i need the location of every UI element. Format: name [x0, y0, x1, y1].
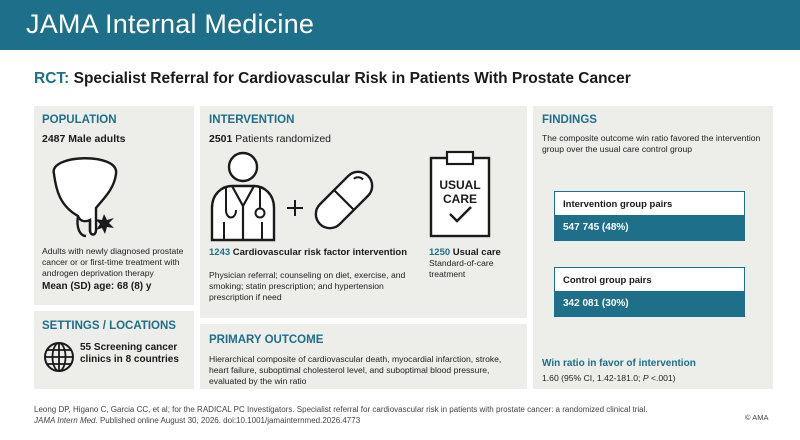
globe-icon	[43, 341, 75, 373]
settings-panel	[34, 311, 194, 389]
primary-outcome-panel	[200, 324, 527, 389]
findings-panel	[533, 106, 773, 389]
citation-details: Published online August 30, 2026. doi:10.1001/jamainternmed.2026.4773	[97, 416, 361, 425]
arm-b-title	[429, 247, 501, 258]
intervention-count-text: Patients randomized	[232, 133, 331, 145]
arm-b-title-text: Usual care	[450, 247, 501, 258]
win-ratio-p: P	[642, 373, 649, 383]
header-bar	[0, 0, 800, 50]
arm-b-number: 1250	[429, 247, 451, 258]
intervention-count-number: 2501	[209, 133, 233, 145]
win-ratio-number: 1.60 (95% CI, 1.42-181.0;	[542, 373, 643, 383]
control-pairs-box	[554, 267, 745, 317]
arm-b-description: Standard-of-care treatment	[429, 258, 494, 279]
intervention-count	[209, 133, 331, 145]
win-ratio-title: Win ratio in favor of intervention	[542, 358, 696, 369]
clipboard-line2: CARE	[442, 192, 477, 206]
primary-outcome-description: Hierarchical composite of cardiovascular death, myocardial infarction, stroke, heart failure, suboptimal cholesterol level, and suboptimal blood pressure, evaluated by the win ratio	[209, 354, 502, 386]
population-count: 2487 Male adults	[42, 133, 126, 145]
findings-title: FINDINGS	[542, 114, 597, 126]
population-panel	[34, 106, 194, 305]
population-description: Adults with newly diagnosed prostate cancer or or first-time treatment with androgen deprivation therapy	[42, 246, 184, 278]
arm-a-title	[209, 247, 409, 258]
settings-title: SETTINGS / LOCATIONS	[42, 320, 176, 332]
control-pairs-value: 342 081 (30%)	[555, 291, 744, 316]
citation-line1: Leong DP, Higano C, Garcia CC, et al; for the RADICAL PC Investigators. Specialist referral for cardiovascular risk in patients with prostate cancer: a randomized clinical trial.	[34, 405, 648, 414]
settings-text: 55 Screening cancer clinics in 8 countries	[80, 342, 179, 365]
arm-a-title-text: Cardiovascular risk factor intervention	[230, 247, 408, 258]
control-pairs-label: Control group pairs	[563, 275, 652, 286]
plus-icon	[286, 199, 304, 217]
arm-a-number: 1243	[209, 247, 231, 258]
win-ratio-value	[542, 373, 766, 384]
pill-icon	[310, 164, 378, 236]
intervention-title: INTERVENTION	[209, 114, 295, 126]
subtitle-text: Specialist Referral for Cardiovascular Risk in Patients With Prostate Cancer	[69, 70, 631, 87]
population-title: POPULATION	[42, 114, 117, 126]
findings-description: The composite outcome win ratio favored the intervention group over the usual care control group	[542, 133, 761, 154]
doctor-icon	[208, 150, 278, 242]
subtitle-prefix: RCT:	[34, 70, 70, 87]
copyright: © AMA	[745, 413, 769, 422]
population-age: Mean (SD) age: 68 (8) y	[42, 281, 152, 292]
citation	[34, 404, 734, 426]
page-subtitle	[34, 70, 631, 88]
intervention-pairs-value: 547 745 (48%)	[555, 215, 744, 240]
citation-journal: JAMA Intern Med.	[34, 416, 98, 425]
win-ratio-p-rest: <.001)	[648, 373, 676, 383]
intervention-panel	[200, 106, 527, 318]
clipboard-line1: USUAL	[439, 178, 481, 192]
prostate-icon	[46, 150, 136, 242]
intervention-pairs-box	[554, 191, 745, 241]
citation-line2	[34, 415, 734, 426]
journal-title: JAMA Internal Medicine	[26, 9, 315, 39]
arm-a-description: Physician referral; counseling on diet, exercise, and smoking; statin prescription; and hypertension prescription if need	[209, 270, 406, 302]
intervention-pairs-label: Intervention group pairs	[563, 199, 673, 210]
primary-outcome-title: PRIMARY OUTCOME	[209, 334, 324, 346]
